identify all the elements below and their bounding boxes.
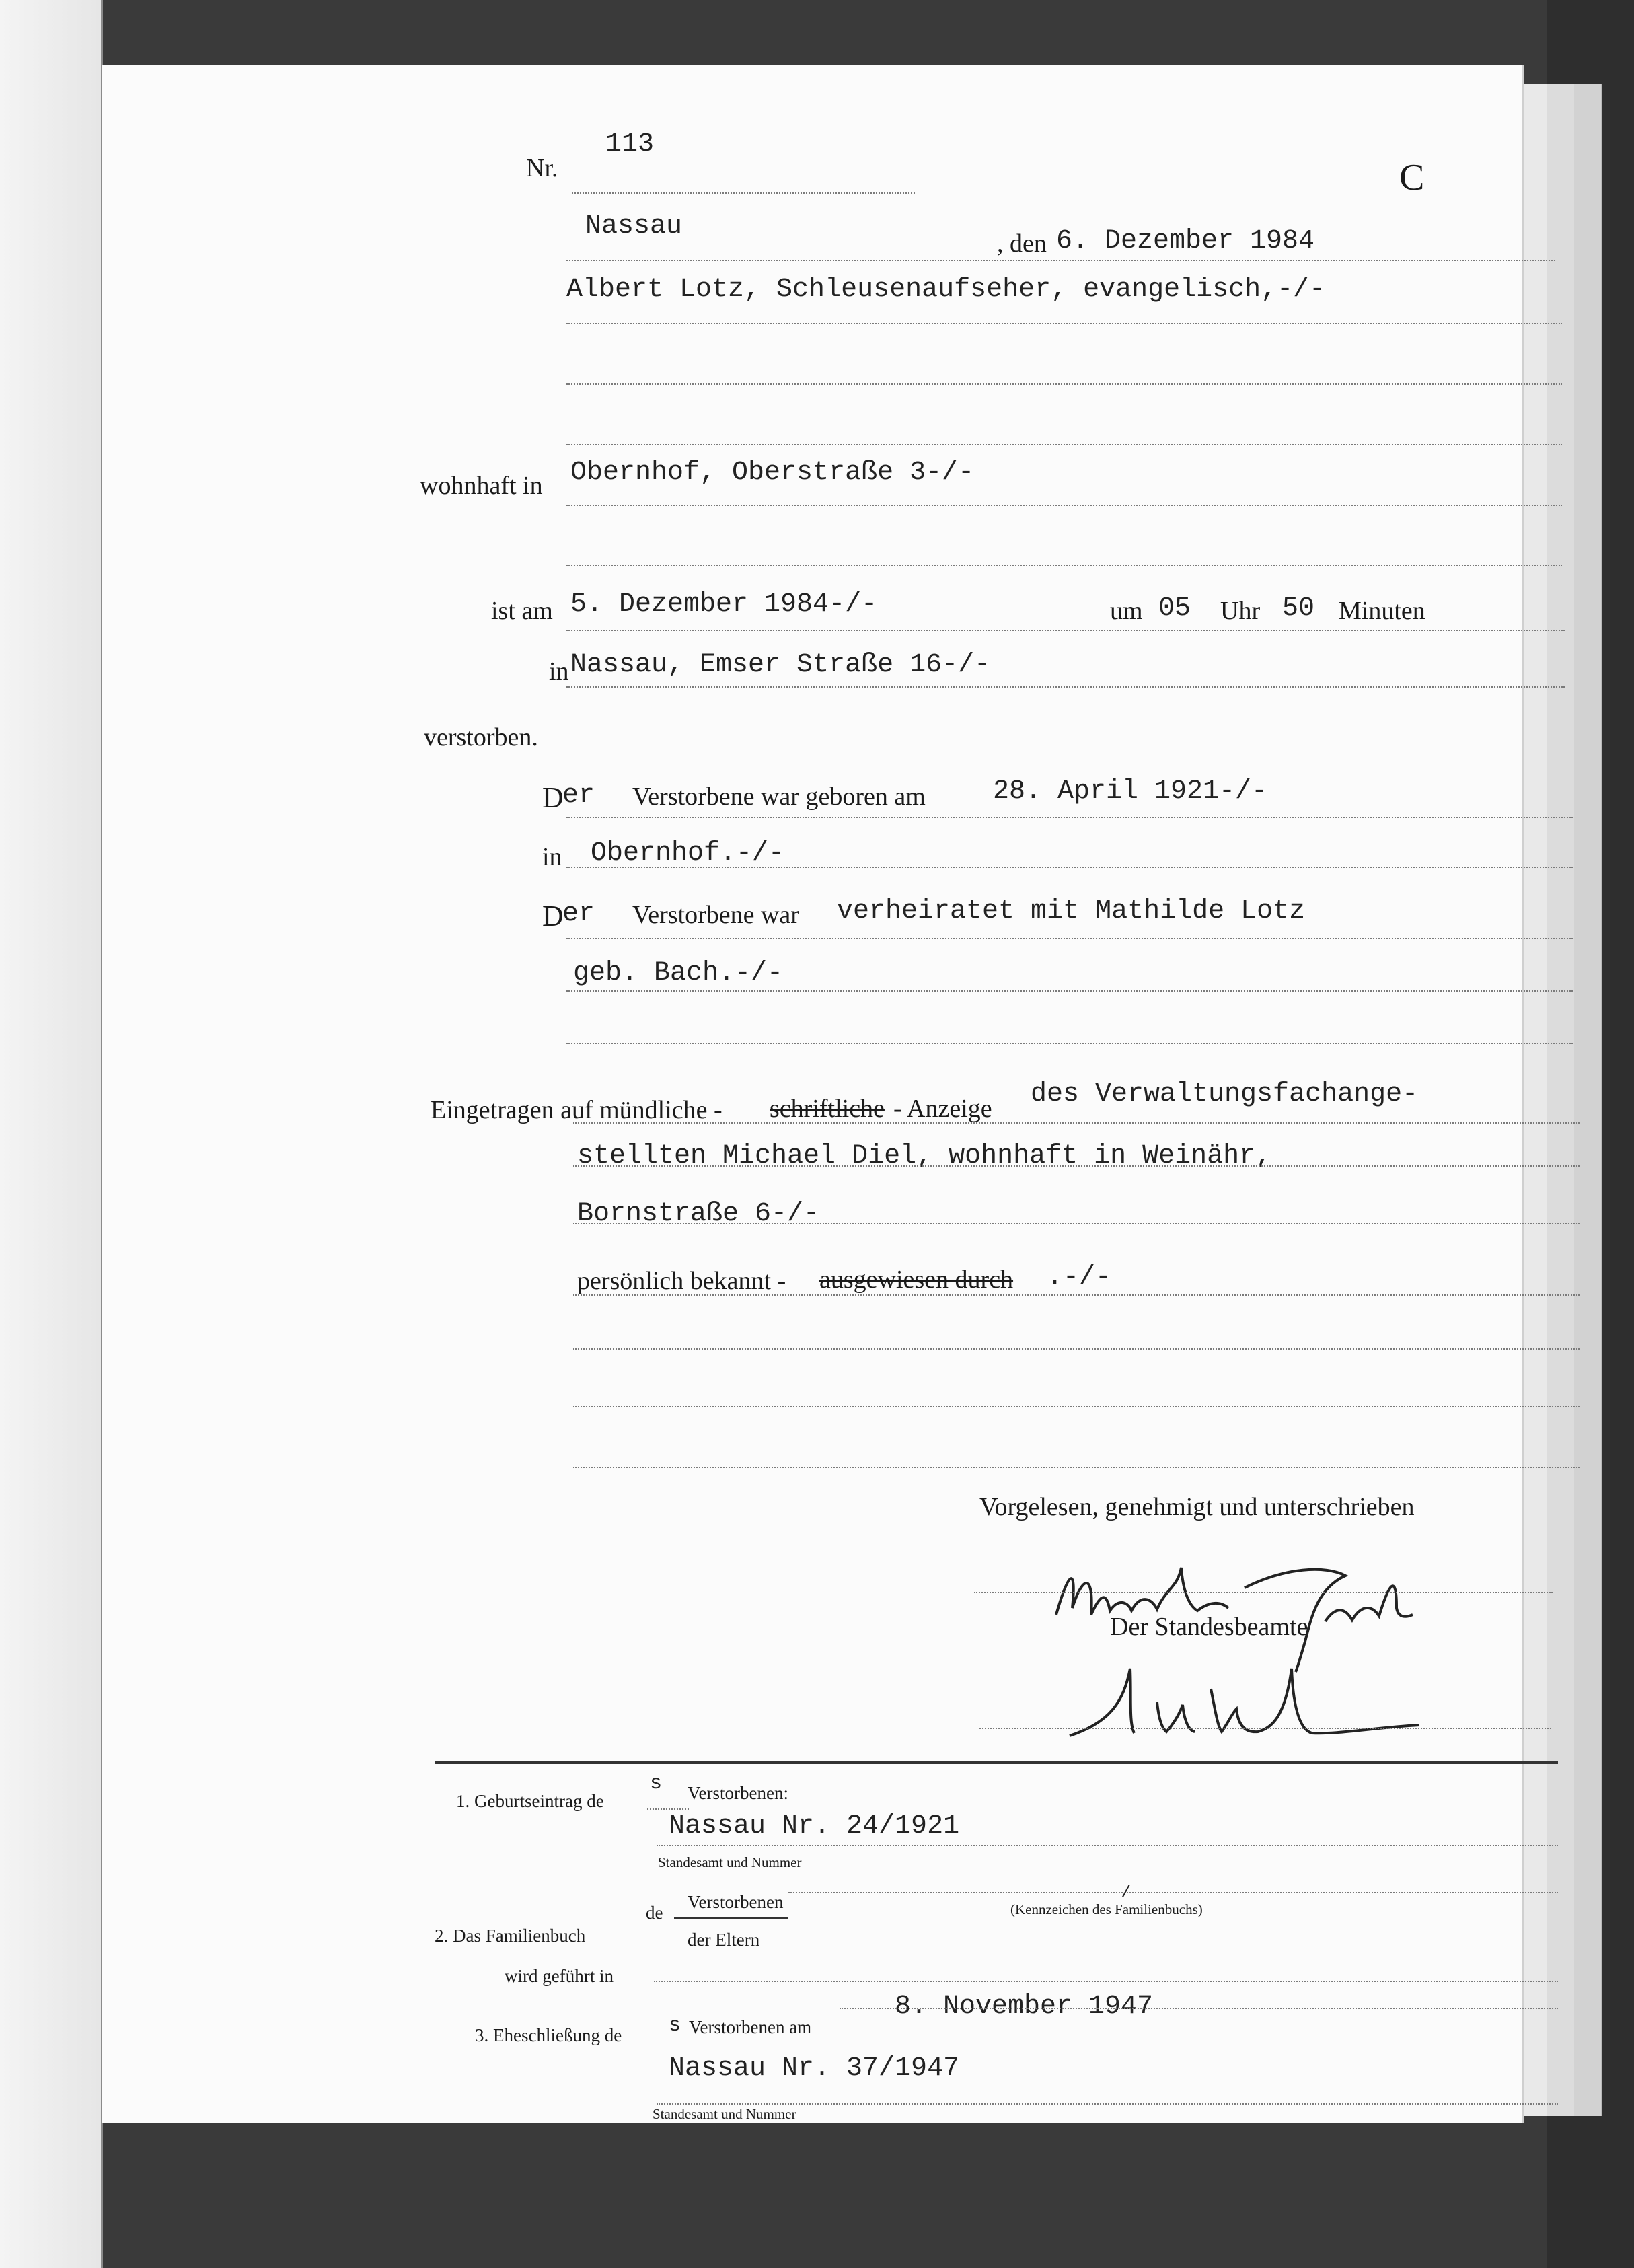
death-hour: 05 xyxy=(1158,593,1191,624)
birth-place-line xyxy=(566,867,1573,868)
report-value2: stellten Michael Diel, wohnhaft in Weinähr, xyxy=(577,1141,1272,1171)
item2-de: de xyxy=(646,1903,663,1923)
item3-date-line xyxy=(840,2008,1558,2009)
item2-value: Verstorbenen xyxy=(688,1892,784,1912)
marriage-line2-rule xyxy=(566,990,1573,992)
marriage-line2: geb. Bach.-/- xyxy=(573,958,784,988)
date-value: 6. Dezember 1984 xyxy=(1056,226,1315,256)
blank-line xyxy=(573,1467,1580,1468)
death-place-value: Nassau, Emser Straße 16-/- xyxy=(570,650,991,680)
person-line: Albert Lotz, Schleusenaufseher, evangelisch,-/- xyxy=(566,275,1326,305)
report-suffix: - Anzeige xyxy=(893,1095,992,1123)
item2-location-line xyxy=(654,1981,1558,1982)
place-value: Nassau xyxy=(585,211,683,242)
report-value3: Bornstraße 6-/- xyxy=(577,1199,820,1229)
blank-line xyxy=(566,1043,1573,1044)
report-line3 xyxy=(573,1223,1580,1224)
marriage-er: er xyxy=(562,899,595,929)
verstorben-label: verstorben. xyxy=(424,723,538,752)
marriage-value: verheiratet mit Mathilde Lotz xyxy=(837,896,1306,926)
informant-signature-line xyxy=(974,1592,1553,1593)
document-page xyxy=(102,65,1524,2123)
death-place-line xyxy=(566,686,1565,688)
uhr-label: Uhr xyxy=(1220,597,1261,625)
blank-line xyxy=(566,444,1562,445)
nr-line xyxy=(572,192,915,194)
item3-date: 8. November 1947 xyxy=(895,1991,1154,2022)
minuten-label: Minuten xyxy=(1339,597,1425,625)
nr-value: 113 xyxy=(605,129,655,159)
registrar-signature-line xyxy=(979,1728,1551,1729)
item2-caption: (Kennzeichen des Familienbuchs) xyxy=(1010,1901,1203,1917)
date-separator: , den xyxy=(997,229,1047,258)
birth-date-line xyxy=(566,817,1573,818)
item1-s: s xyxy=(650,1772,663,1795)
item3-label: 3. Eheschließung de xyxy=(475,2025,622,2045)
section-divider xyxy=(435,1761,1558,1764)
report-value1: des Verwaltungsfachange- xyxy=(1031,1079,1419,1109)
registrar-signature xyxy=(1056,1648,1473,1763)
nr-label: Nr. xyxy=(526,154,558,182)
residence-label: wohnhaft in xyxy=(420,472,543,500)
known-end: .-/- xyxy=(1047,1262,1112,1292)
item1-caption: Standesamt und Nummer xyxy=(658,1854,802,1870)
marriage-text: Verstorbene war xyxy=(632,901,799,929)
birth-er: er xyxy=(562,780,595,811)
page-edge-sheet xyxy=(1547,84,1575,2116)
known-label: persönlich bekannt - xyxy=(577,1267,786,1295)
blank-line xyxy=(573,1406,1580,1407)
report-line1 xyxy=(573,1122,1580,1124)
report-prefix: Eingetragen auf mündliche - xyxy=(431,1096,722,1124)
report-struck: schriftliche xyxy=(770,1095,885,1123)
blank-line xyxy=(573,1348,1580,1350)
report-line2 xyxy=(573,1165,1580,1167)
birth-in-label: in xyxy=(542,843,562,871)
um-label: um xyxy=(1110,597,1143,625)
item1-s-line xyxy=(647,1808,689,1810)
birth-date-value: 28. April 1921-/- xyxy=(993,776,1268,807)
item2-eltern: der Eltern xyxy=(688,1930,760,1950)
item2-slash: / xyxy=(1121,1882,1131,1903)
item3-s: s xyxy=(669,2014,681,2037)
item2-wird: wird geführt in xyxy=(505,1966,614,1986)
item1-label: 1. Geburtseintrag de xyxy=(456,1791,604,1811)
blank-line xyxy=(566,383,1562,385)
corner-letter: C xyxy=(1399,157,1425,198)
left-page-edge xyxy=(0,0,103,2268)
blank-line xyxy=(566,565,1562,566)
marriage-line xyxy=(566,938,1573,939)
birth-place-value: Obernhof.-/- xyxy=(591,838,785,869)
item1-suffix: Verstorbenen: xyxy=(688,1783,788,1803)
death-minutes: 50 xyxy=(1282,593,1315,624)
death-place-label: in xyxy=(549,657,569,686)
registrar-label: Der Standesbeamte xyxy=(1110,1613,1308,1641)
marriage-d: D xyxy=(542,900,564,932)
birth-d: D xyxy=(542,781,564,814)
page-edge-sheet xyxy=(1574,84,1602,2116)
residence-line xyxy=(566,505,1562,506)
read-approved-text: Vorgelesen, genehmigt und unterschrieben xyxy=(979,1493,1415,1521)
birth-text: Verstorbene war geboren am xyxy=(632,782,926,811)
item1-value-line xyxy=(657,1845,1558,1846)
person-line-rule xyxy=(566,323,1562,324)
known-line xyxy=(573,1294,1580,1296)
item3-value: Nassau Nr. 37/1947 xyxy=(669,2053,960,2084)
item3-suffix: Verstorbenen am xyxy=(689,2017,812,2037)
page-edge-sheet xyxy=(1522,84,1550,2116)
place-date-line xyxy=(566,260,1555,261)
item2-register-line xyxy=(788,1892,1558,1893)
residence-value: Obernhof, Oberstraße 3-/- xyxy=(570,458,975,488)
item2-label: 2. Das Familienbuch xyxy=(435,1926,586,1946)
item3-value-line xyxy=(657,2103,1558,2105)
item3-caption: Standesamt und Nummer xyxy=(653,2106,796,2122)
item2-de-line xyxy=(674,1917,788,1919)
death-date-value: 5. Dezember 1984-/- xyxy=(570,589,878,620)
known-struck: ausgewiesen durch xyxy=(819,1266,1014,1294)
death-date-line xyxy=(566,630,1565,631)
item1-value: Nassau Nr. 24/1921 xyxy=(669,1811,960,1841)
death-date-label: ist am xyxy=(491,597,553,625)
